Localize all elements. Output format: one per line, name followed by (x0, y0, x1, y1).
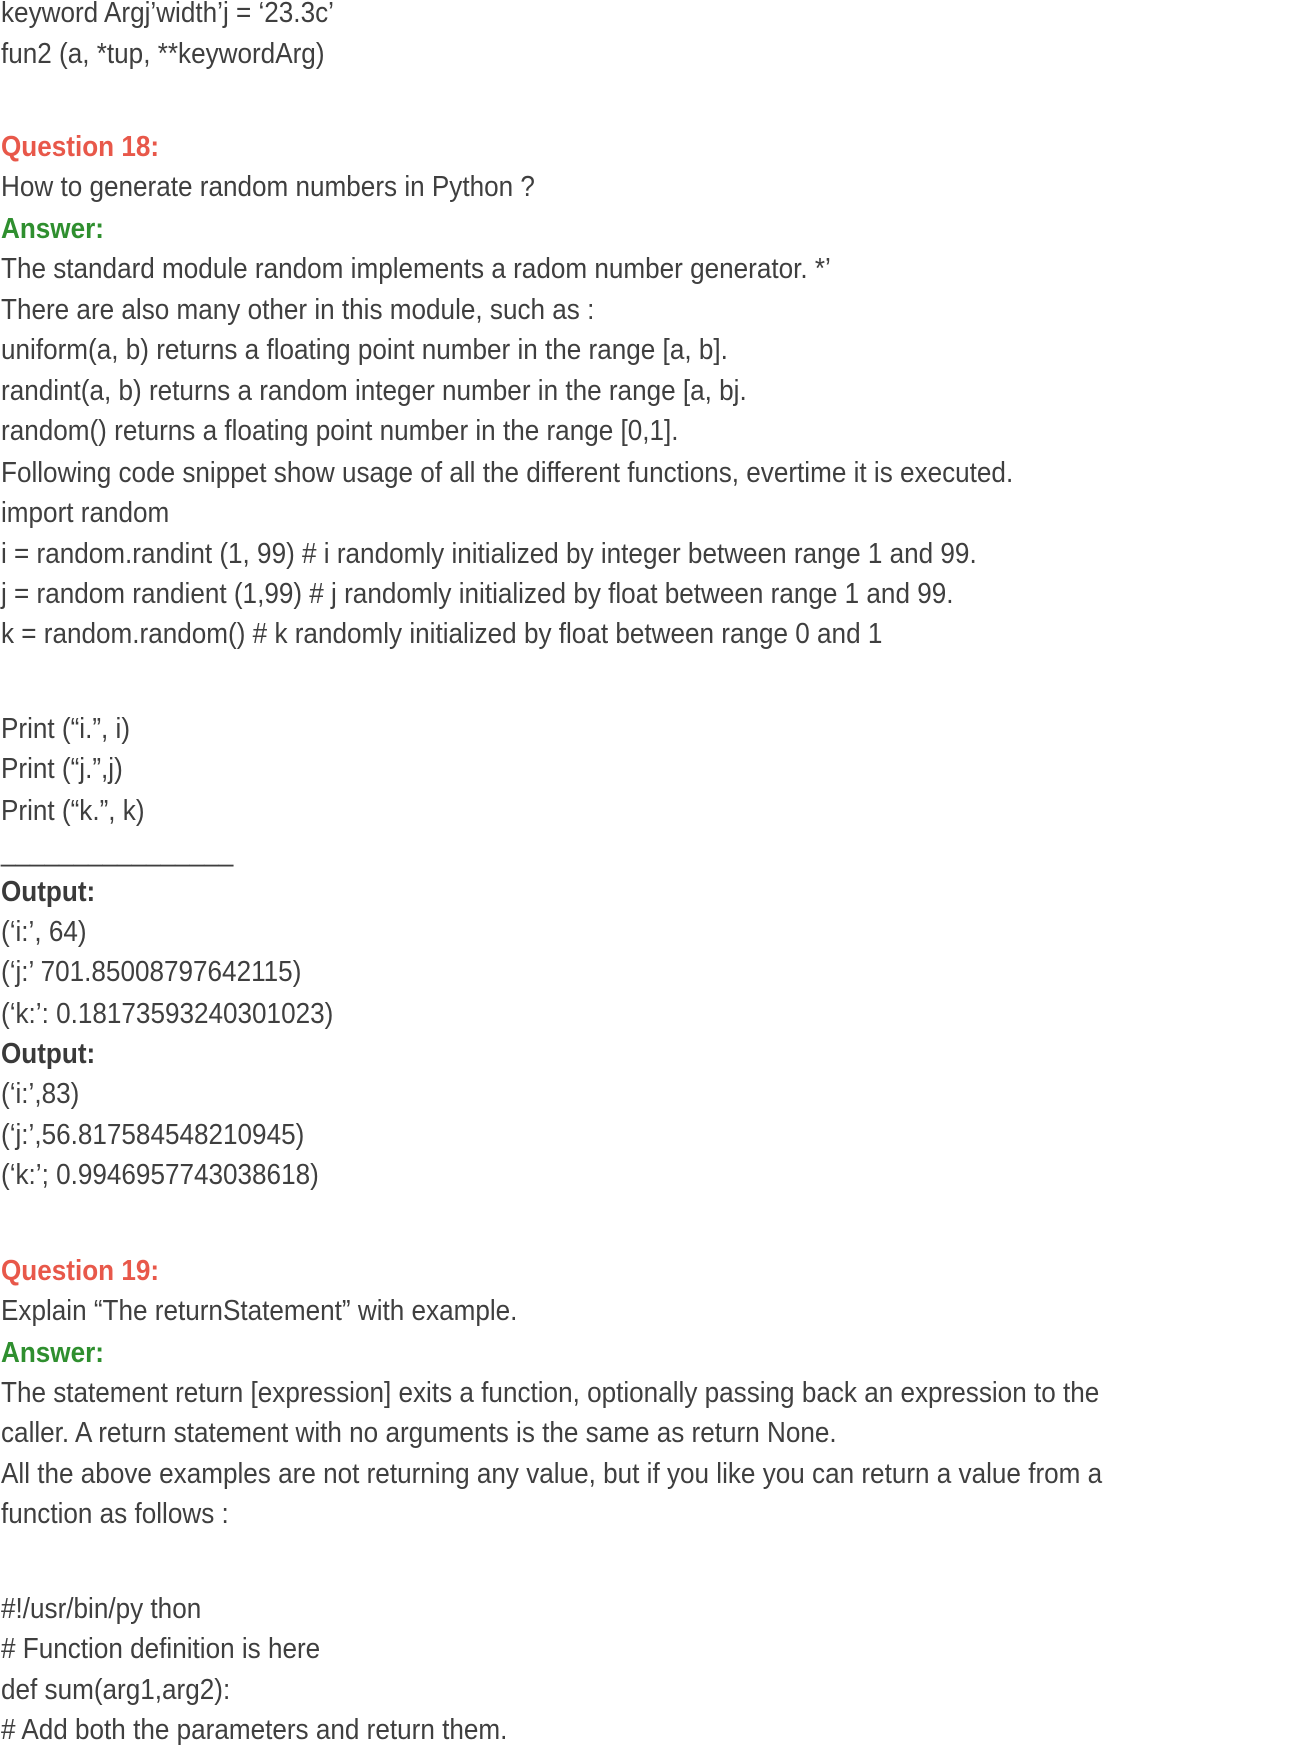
answer-line: function as follows : (1, 1498, 229, 1530)
question-heading: Question 19: (1, 1255, 160, 1287)
output-line: (‘j:’,56.817584548210945) (1, 1119, 305, 1151)
question-text: Explain “The returnStatement” with example. (1, 1295, 518, 1327)
code-line: #!/usr/bin/py thon (1, 1593, 202, 1625)
question-text: How to generate random numbers in Python ? (1, 171, 535, 203)
answer-line: caller. A return statement with no arguments is the same as return None. (1, 1417, 837, 1449)
question-heading: Question 18: (1, 131, 160, 163)
answer-line: random() returns a floating point number in the range [0,1]. (1, 415, 679, 447)
answer-line: The statement return [expression] exits a function, optionally passing back an expression to the (1, 1377, 1100, 1409)
code-line: Print (“j.”,j) (1, 753, 123, 785)
output-line: (‘i:’,83) (1, 1078, 80, 1110)
code-line: def sum(arg1,arg2): (1, 1674, 231, 1706)
code-line: import random (1, 497, 170, 529)
answer-line: All the above examples are not returning any value, but if you like you can return a value from a (1, 1458, 1103, 1490)
code-line: # Function definition is here (1, 1633, 321, 1665)
output-line: (‘i:’, 64) (1, 916, 87, 948)
code-line: fun2 (a, *tup, **keywordArg) (1, 38, 325, 70)
code-line: Print (“i.”, i) (1, 713, 131, 745)
answer-label: Answer: (1, 1337, 104, 1369)
code-line: # Add both the parameters and return them. (1, 1714, 508, 1746)
output-label: Output: (1, 876, 96, 908)
code-line: i = random.randint (1, 99) # i randomly initialized by integer between range 1 and 99. (1, 538, 977, 570)
answer-line: The standard module random implements a radom number generator. *’ (1, 253, 831, 285)
separator-line: ________________ (1, 836, 234, 868)
code-line: j = random randient (1,99) # j randomly initialized by float between range 1 and 99. (1, 578, 954, 610)
output-line: (‘j:’ 701.85008797642115) (1, 956, 302, 988)
answer-label: Answer: (1, 213, 104, 245)
code-line: keyword Argj’width’j = ‘23.3c’ (1, 0, 334, 29)
output-line: (‘k:’: 0.18173593240301023) (1, 998, 334, 1030)
answer-line: uniform(a, b) returns a floating point number in the range [a, b]. (1, 334, 728, 366)
answer-line: Following code snippet show usage of all the different functions, evertime it is executed. (1, 457, 1014, 489)
answer-line: There are also many other in this module, such as : (1, 294, 595, 326)
answer-line: randint(a, b) returns a random integer number in the range [a, bj. (1, 375, 747, 407)
code-line: k = random.random() # k randomly initialized by float between range 0 and 1 (1, 618, 883, 650)
output-line: (‘k:’; 0.9946957743038618) (1, 1159, 319, 1191)
code-line: Print (“k.”, k) (1, 795, 145, 827)
output-label: Output: (1, 1038, 96, 1070)
